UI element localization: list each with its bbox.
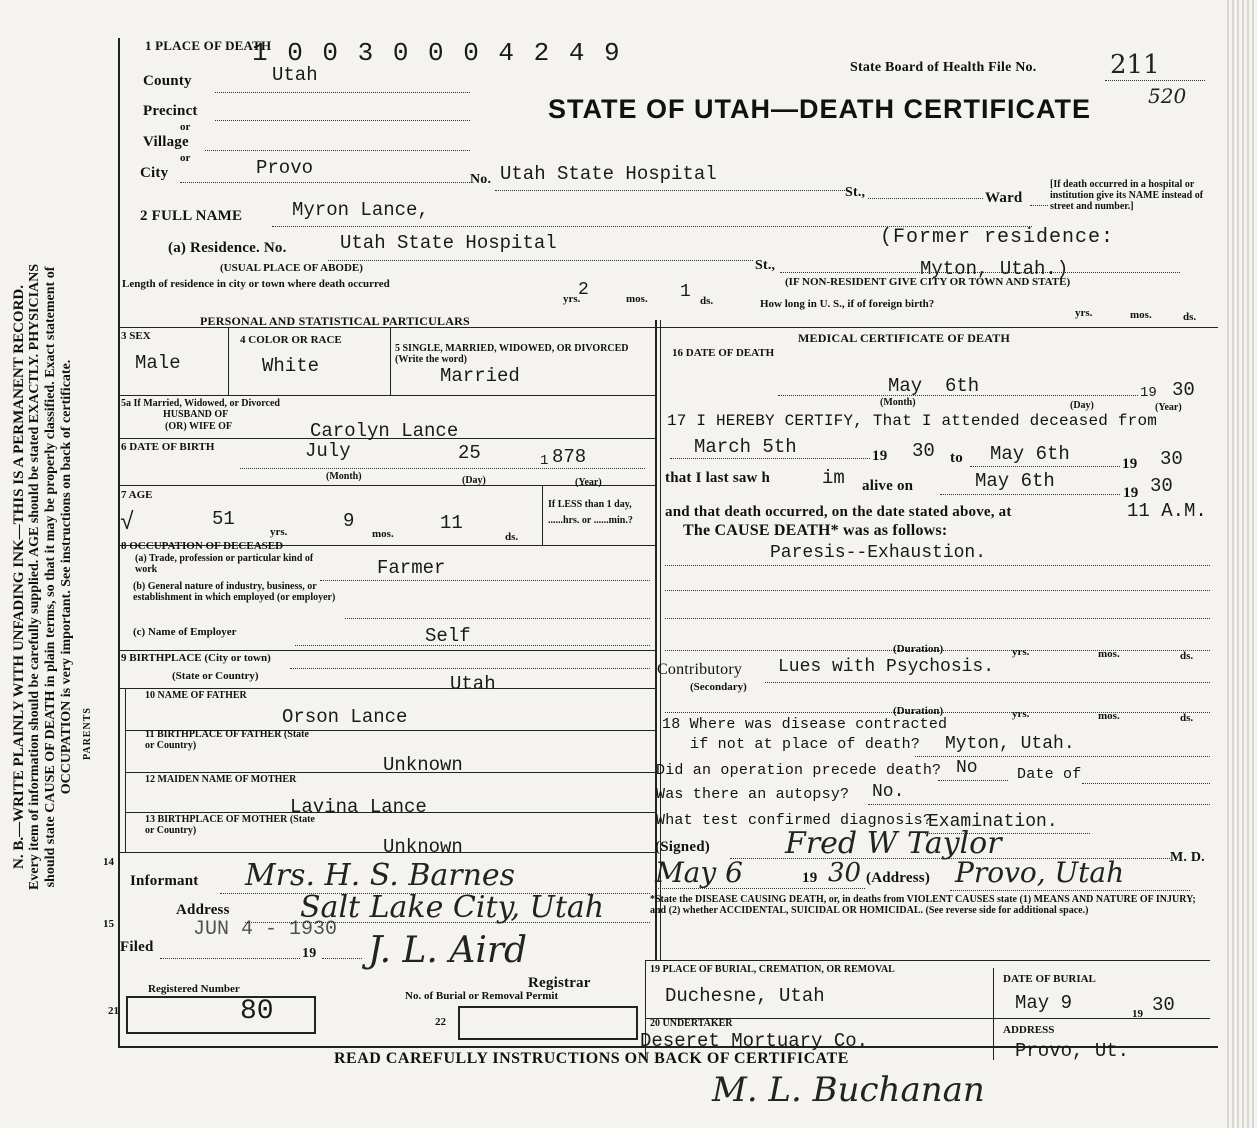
- usual-place-label: (USUAL PLACE OF ABODE): [220, 262, 363, 274]
- last-saw-label: that I last saw h: [665, 470, 771, 486]
- mother-birthplace-value: Unknown: [383, 836, 463, 858]
- personal-section-title: PERSONAL AND STATISTICAL PARTICULARS: [200, 314, 470, 328]
- length-label: Length of residence in city or town where death occurred: [122, 278, 390, 290]
- occupation-a-label: (a) Trade, profession or particular kind of work: [135, 553, 314, 575]
- city-label: City: [140, 165, 169, 181]
- autopsy-label: Was there an autopsy?: [656, 786, 850, 803]
- to-year-prefix: 19: [1122, 456, 1138, 472]
- disease-contracted-value: Myton, Utah.: [945, 734, 1075, 754]
- us-yrs: yrs.: [1075, 307, 1093, 319]
- secondary-label: (Secondary): [690, 681, 747, 693]
- filed-label: Filed: [120, 939, 154, 955]
- undertaker-label: 20 UNDERTAKER: [650, 1018, 733, 1029]
- alive-on-date: May 6th: [975, 470, 1055, 492]
- precinct-label: Precinct: [143, 103, 198, 119]
- informant-address-label: Address: [176, 902, 230, 918]
- from-year-prefix: 19: [872, 448, 888, 464]
- hospital-note: [If death occurred in a hospital or institution give its NAME instead of street and number.]: [1050, 179, 1204, 212]
- dob-year: 878: [552, 446, 587, 468]
- attended-to-year: 30: [1160, 448, 1183, 470]
- age-years: 51: [212, 508, 235, 530]
- certify-label: 17 I HEREBY CERTIFY, That I attended deceased from: [667, 412, 1158, 430]
- age-yrs-label: yrs.: [270, 526, 288, 538]
- institution-value: Utah State Hospital: [500, 163, 717, 185]
- foreign-birth-label: How long in U. S., if of foreign birth?: [760, 298, 935, 310]
- former-place: Myton, Utah.): [920, 258, 1069, 280]
- burial-year-prefix: 19: [1132, 1008, 1143, 1020]
- burial-place-value: Duchesne, Utah: [665, 985, 825, 1007]
- nonresident-note: (IF NON-RESIDENT GIVE CITY OR TOWN AND STATE): [785, 276, 1071, 288]
- length-yrs-label: yrs.: [563, 293, 581, 305]
- duration-mos-2: mos.: [1098, 710, 1120, 722]
- cause-footnote: *State the DISEASE CAUSING DEATH, or, in deaths from VIOLENT CAUSES state (1) MEANS AND NATURE OF INJURY; and (2) whether ACCIDENTAL, SUICIDAL OR HOMICIDAL. (See reverse side for additional space.): [650, 894, 1196, 916]
- length-ds-label: ds.: [700, 295, 714, 307]
- undertaker-address-value: Provo, Ut.: [1015, 1040, 1130, 1062]
- sex-label: 3 SEX: [121, 330, 151, 342]
- undertaker-value: Deseret Mortuary Co.: [640, 1030, 869, 1052]
- age-months: 9: [343, 510, 355, 532]
- contributory-label: Contributory: [657, 661, 743, 678]
- date-of-death-label: 16 DATE OF DEATH: [672, 347, 775, 359]
- informant-address: Salt Lake City, Utah: [300, 890, 605, 925]
- marital-value: Married: [440, 365, 520, 387]
- father-label: 10 NAME OF FATHER: [145, 690, 247, 701]
- street-label: St.,: [845, 185, 866, 200]
- employer-value: Self: [425, 625, 471, 647]
- alive-year: 30: [1150, 475, 1173, 497]
- birthplace-label: 9 BIRTHPLACE (City or town): [121, 652, 271, 664]
- certificate-title: STATE OF UTAH—DEATH CERTIFICATE: [548, 94, 1091, 124]
- spouse-label-b: HUSBAND OF: [163, 409, 229, 420]
- physician-signature: Fred W Taylor: [785, 826, 1002, 861]
- age-label: 7 AGE: [121, 489, 153, 501]
- file-no-label: State Board of Health File No.: [850, 60, 1037, 75]
- cause-of-death-label: The CAUSE DEATH* was as follows:: [683, 522, 948, 539]
- death-year-label: (Year): [1155, 402, 1182, 413]
- cause-of-death-value: Paresis--Exhaustion.: [770, 543, 987, 563]
- length-yrs: 2: [578, 280, 589, 300]
- item-21: 21: [108, 1005, 119, 1017]
- instructions-footer: READ CAREFULLY INSTRUCTIONS ON BACK OF CERTIFICATE: [334, 1050, 849, 1067]
- duration-label-1: (Duration): [893, 643, 944, 655]
- disease-contracted-label-b: if not at place of death?: [690, 736, 921, 753]
- mother-birthplace-label: 13 BIRTHPLACE OF MOTHER (State or Country): [145, 814, 315, 836]
- undertaker-address-label: ADDRESS: [1003, 1024, 1055, 1036]
- attended-to-date: May 6th: [990, 443, 1070, 465]
- test-label: What test confirmed diagnosis?: [656, 812, 933, 829]
- place-of-death-label: 1 PLACE OF DEATH: [145, 38, 272, 53]
- attended-from-date: March 5th: [694, 436, 797, 458]
- registered-number-box: [126, 996, 316, 1034]
- no-label: No.: [470, 172, 492, 187]
- side-instructions-line4: OCCUPATION is very important. See instructions on back of certificate.: [59, 359, 74, 795]
- burial-permit-box: [458, 1006, 638, 1040]
- length-mos-label: mos.: [626, 293, 648, 305]
- last-saw-him: im: [822, 467, 845, 489]
- side-instructions-line2: Every item of information should be carefully supplied. AGE should be stated EXACTLY. PHYSICIANS: [27, 263, 42, 891]
- physician-address: Provo, Utah: [955, 856, 1125, 889]
- duration-mos-1: mos.: [1098, 648, 1120, 660]
- item-14: 14: [103, 856, 114, 868]
- burial-date-label: DATE OF BURIAL: [1003, 973, 1096, 985]
- occupation-b-label: (b) General nature of industry, business, or establishment in which employed (or employer): [133, 581, 336, 603]
- burial-permit-label: No. of Burial or Removal Permit: [405, 990, 559, 1002]
- death-day-label: (Day): [1070, 400, 1094, 411]
- death-month: May: [888, 375, 923, 397]
- residence-label: (a) Residence. No.: [168, 240, 287, 256]
- dob-month: July: [305, 440, 351, 462]
- duration-yrs-2: yrs.: [1012, 708, 1030, 720]
- residence-value: Utah State Hospital: [340, 232, 557, 254]
- birthplace-value: Utah: [450, 673, 496, 695]
- duration-ds-2: ds.: [1180, 712, 1194, 724]
- county-label: County: [143, 73, 192, 89]
- side-instructions-line1: N. B.—WRITE PLAINLY WITH UNFADING INK—THIS IS A PERMANENT RECORD.: [11, 285, 27, 869]
- operation-label: Did an operation precede death?: [656, 762, 942, 779]
- operation-value: No: [956, 758, 978, 778]
- dob-label: 6 DATE OF BIRTH: [121, 441, 215, 453]
- less-than-day-label: If LESS than 1 day, ......hrs. or ......min.?: [548, 499, 633, 526]
- burial-year-value: 30: [1152, 994, 1175, 1016]
- color-label: 4 COLOR OR RACE: [240, 334, 342, 346]
- age-check: √: [120, 510, 135, 537]
- time-of-death: 11 A.M.: [1127, 500, 1207, 522]
- alive-year-prefix: 19: [1123, 485, 1139, 501]
- city-value: Provo: [256, 157, 314, 179]
- length-mos: 1: [680, 282, 691, 302]
- duration-label-2: (Duration): [893, 705, 944, 717]
- informant-signature: Mrs. H. S. Barnes: [245, 858, 516, 893]
- spouse-label-c: (OR) WIFE OF: [165, 421, 233, 432]
- village-label: Village: [143, 134, 189, 150]
- registered-number-value: 80: [240, 996, 274, 1027]
- frame-left: [118, 38, 120, 1048]
- filed-stamp: JUN 4 - 1930: [193, 918, 338, 941]
- test-value: Examination.: [928, 812, 1058, 832]
- occupation-label: 8 OCCUPATION OF DECEASED: [121, 540, 284, 552]
- physician-address-label: (Address): [866, 870, 931, 886]
- residence-street-label: St.,: [755, 258, 776, 273]
- signed-year: 30: [828, 858, 862, 888]
- dob-day-label: (Day): [462, 475, 486, 486]
- parents-label: PARENTS: [82, 707, 93, 760]
- county-value: Utah: [272, 64, 318, 86]
- registrar-signature: J. L. Aird: [368, 930, 528, 971]
- occupation-value: Farmer: [377, 557, 446, 579]
- mother-value: Lavina Lance: [290, 796, 427, 818]
- item-15: 15: [103, 918, 114, 930]
- file-no: 211: [1110, 50, 1160, 80]
- medical-section-title: MEDICAL CERTIFICATE OF DEATH: [798, 331, 1010, 345]
- signed-date: May 6: [655, 856, 743, 889]
- paper-stack-edge: [1227, 0, 1257, 1128]
- signed-label: (Signed): [655, 839, 710, 855]
- ward-label: Ward: [985, 190, 1023, 206]
- father-birthplace-label: 11 BIRTHPLACE OF FATHER (State or Country): [145, 729, 309, 751]
- registrar-label: Registrar: [528, 975, 591, 991]
- father-birthplace-value: Unknown: [383, 754, 463, 776]
- item-22: 22: [435, 1016, 446, 1028]
- registered-number-label: Registered Number: [148, 983, 240, 995]
- to-label: to: [950, 450, 963, 466]
- death-year-prefix: 19: [1140, 385, 1157, 401]
- contributory-value: Lues with Psychosis.: [778, 657, 995, 677]
- serial-number: 1 0 0 3 0 0 0 4 2 4 9: [252, 38, 622, 68]
- father-value: Orson Lance: [282, 706, 408, 728]
- death-year: 30: [1172, 379, 1195, 401]
- informant-label: Informant: [130, 873, 199, 889]
- alive-on-label: alive on: [862, 478, 914, 494]
- dob-year-label: (Year): [575, 477, 602, 488]
- us-mos: mos.: [1130, 309, 1152, 321]
- md-label: M. D.: [1170, 850, 1205, 865]
- duration-ds-1: ds.: [1180, 650, 1194, 662]
- death-occurred-label: and that death occurred, on the date stated above, at: [665, 504, 1012, 520]
- filed-year-prefix: 19: [302, 946, 317, 961]
- marital-label: 5 SINGLE, MARRIED, WIDOWED, OR DIVORCED (Write the word): [395, 343, 629, 365]
- full-name-label: 2 FULL NAME: [140, 208, 243, 224]
- dob-day: 25: [458, 442, 481, 464]
- us-ds: ds.: [1183, 311, 1197, 323]
- dob-month-label: (Month): [326, 471, 362, 482]
- employer-label: (c) Name of Employer: [133, 626, 237, 638]
- signed-year-prefix: 19: [802, 870, 818, 886]
- spouse-value: Carolyn Lance: [310, 420, 459, 442]
- side-instructions-line3: should state CAUSE OF DEATH in plain terms, so that it may be properly classified. Exact statement of: [43, 266, 58, 888]
- birthplace-sub-label: (State or Country): [172, 670, 259, 682]
- operation-date-label: Date of: [1017, 766, 1082, 783]
- or-label-2: or: [180, 152, 191, 164]
- bottom-signature: M. L. Buchanan: [712, 1070, 985, 1110]
- file-no-2: 520: [1148, 84, 1187, 108]
- former-residence: (Former residence:: [880, 226, 1115, 249]
- burial-place-label: 19 PLACE OF BURIAL, CREMATION, OR REMOVAL: [650, 964, 895, 975]
- burial-date-value: May 9: [1015, 992, 1073, 1014]
- age-days: 11: [440, 512, 463, 534]
- color-value: White: [262, 355, 320, 377]
- or-label-1: or: [180, 121, 191, 133]
- death-day: 6th: [945, 375, 980, 397]
- age-mos-label: mos.: [372, 528, 394, 540]
- mother-label: 12 MAIDEN NAME OF MOTHER: [145, 774, 297, 785]
- autopsy-value: No.: [872, 782, 905, 802]
- disease-contracted-label: 18 Where was disease contracted: [662, 716, 948, 733]
- spouse-label-a: 5a If Married, Widowed, or Divorced: [121, 398, 280, 409]
- full-name-value: Myron Lance,: [292, 199, 429, 221]
- death-month-label: (Month): [880, 397, 916, 408]
- attended-from-year: 30: [912, 440, 935, 462]
- dob-year-prefix: 1: [540, 453, 549, 469]
- side-instructions: [11, 102, 75, 1052]
- age-ds-label: ds.: [505, 531, 519, 543]
- sex-value: Male: [135, 352, 181, 374]
- duration-yrs-1: yrs.: [1012, 646, 1030, 658]
